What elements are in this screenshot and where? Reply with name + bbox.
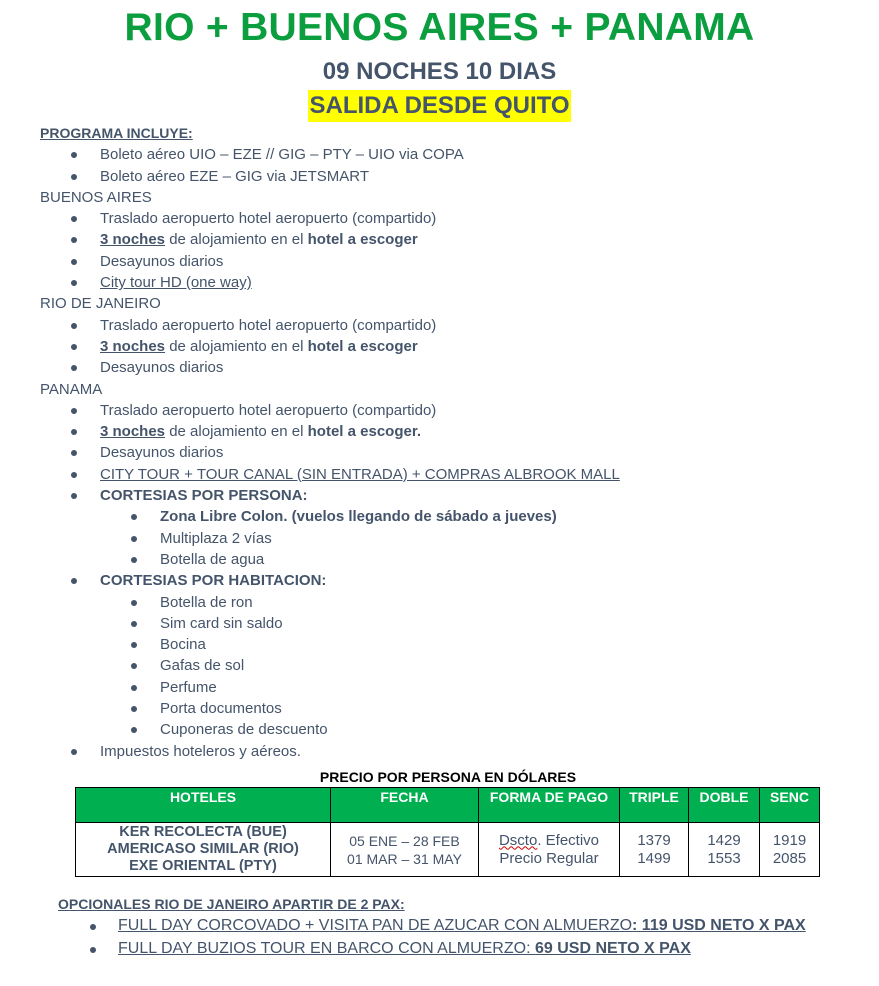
list-item: 3 noches de alojamiento en el hotel a escoger. [40, 421, 840, 442]
col-fecha: FECHA [331, 788, 479, 823]
list-item: Gafas de sol [40, 655, 840, 676]
payment-cell: Dscto. Efectivo Precio Regular [479, 823, 620, 877]
list-item: Perfume [40, 677, 840, 698]
nights-subtitle: 09 NOCHES 10 DIAS [322, 58, 557, 85]
list-item: City tour HD (one way) [40, 272, 840, 293]
list-item: Botella de ron [40, 592, 840, 613]
list-item: Desayunos diarios [40, 357, 840, 378]
list-item: 3 noches de alojamiento en el hotel a escoger [40, 336, 840, 357]
optional-item: FULL DAY CORCOVADO + VISITA PAN DE AZUCAR CON ALMUERZO: 119 USD NETO X PAX [58, 917, 806, 935]
section-heading-panama: PANAMA [40, 380, 103, 398]
list-item: CORTESIAS POR HABITACION: [40, 570, 840, 591]
dates-cell: 05 ENE – 28 FEB 01 MAR – 31 MAY [331, 823, 479, 877]
program-content [40, 123, 840, 762]
list-item: Cuponeras de descuento [40, 719, 840, 740]
triple-cell: 1379 1499 [620, 823, 689, 877]
list-item: Botella de agua [40, 549, 840, 570]
col-senc: SENC [760, 788, 820, 823]
section-heading-rio: RIO DE JANEIRO [40, 295, 161, 313]
senc-cell: 1919 2085 [760, 823, 820, 877]
col-doble: DOBLE [689, 788, 760, 823]
col-hoteles: HOTELES [76, 788, 331, 823]
program-heading: PROGRAMA INCLUYE: [40, 125, 193, 141]
list-item: Zona Libre Colon. (vuelos llegando de sábado a jueves) [40, 506, 840, 527]
list-item: Bocina [40, 634, 840, 655]
price-table-title: PRECIO POR PERSONA EN DÓLARES [319, 769, 577, 785]
hotels-cell: KER RECOLECTA (BUE) AMERICASO SIMILAR (RIO) EXE ORIENTAL (PTY) [76, 823, 331, 877]
table-row [76, 823, 820, 877]
list-item: Traslado aeropuerto hotel aeropuerto (compartido) [40, 400, 840, 421]
col-forma-pago: FORMA DE PAGO [479, 788, 620, 823]
list-item: 3 noches de alojamiento en el hotel a escoger [40, 229, 840, 250]
list-item: Porta documentos [40, 698, 840, 719]
price-table [75, 787, 820, 877]
list-item: Traslado aeropuerto hotel aeropuerto (compartido) [40, 208, 840, 229]
list-item: Boleto aéreo EZE – GIG via JETSMART [40, 166, 840, 187]
list-item: Multiplaza 2 vías [40, 528, 840, 549]
optional-item: FULL DAY BUZIOS TOUR EN BARCO CON ALMUERZO: 69 USD NETO X PAX [58, 940, 691, 958]
list-item: Impuestos hoteleros y aéreos. [40, 741, 840, 762]
list-item: Traslado aeropuerto hotel aeropuerto (compartido) [40, 315, 840, 336]
list-item: Sim card sin saldo [40, 613, 840, 634]
doble-cell: 1429 1553 [689, 823, 760, 877]
bullet-icon [90, 924, 96, 930]
list-item: Desayunos diarios [40, 442, 840, 463]
list-item: CITY TOUR + TOUR CANAL (SIN ENTRADA) + COMPRAS ALBROOK MALL [40, 464, 840, 485]
table-header-row [76, 788, 820, 823]
page-title: RIO + BUENOS AIRES + PANAMA [124, 6, 755, 49]
section-heading-buenos-aires: BUENOS AIRES [40, 188, 152, 206]
bullet-icon [90, 947, 96, 953]
list-item: Desayunos diarios [40, 251, 840, 272]
list-item: Boleto aéreo UIO – EZE // GIG – PTY – UIO via COPA [40, 144, 840, 165]
col-triple: TRIPLE [620, 788, 689, 823]
optionals-heading: OPCIONALES RIO DE JANEIRO APARTIR DE 2 PAX: [58, 896, 405, 912]
departure-highlight: SALIDA DESDE QUITO [308, 90, 570, 122]
list-item: CORTESIAS POR PERSONA: [40, 485, 840, 506]
